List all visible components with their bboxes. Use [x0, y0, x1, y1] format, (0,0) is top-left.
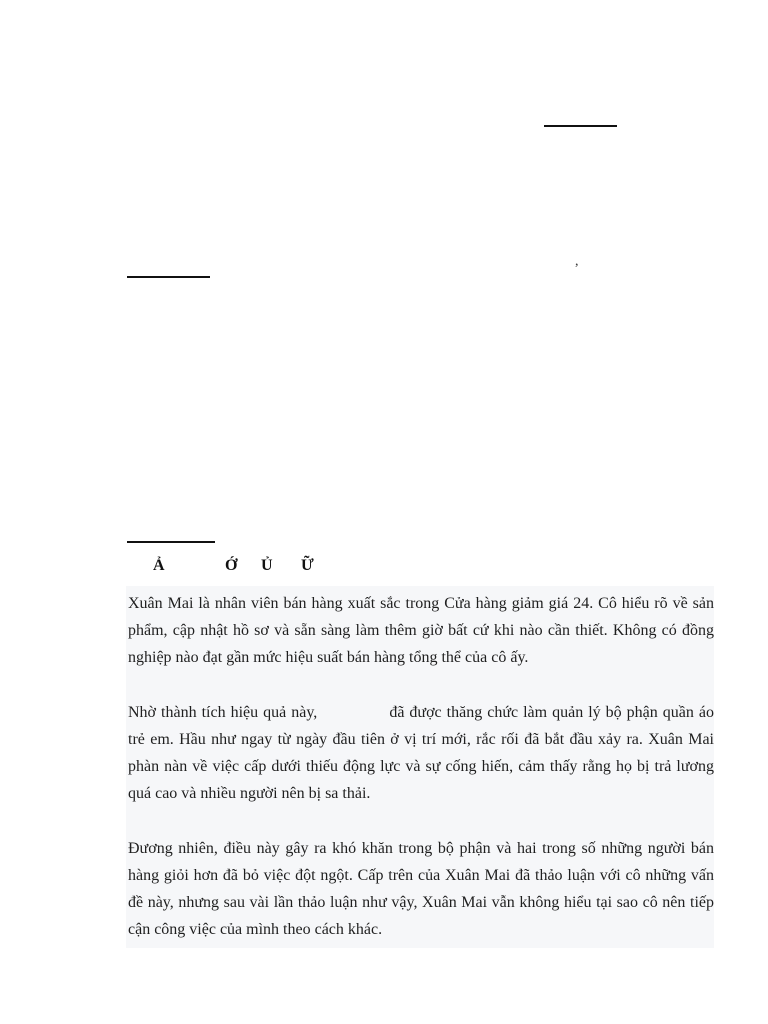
heading-letter: Ớ: [225, 557, 238, 574]
paragraph-2-start: Nhờ thành tích hiệu quả này,: [128, 703, 318, 721]
heading-letter: Ả: [153, 557, 165, 574]
stray-comma: ,: [575, 254, 579, 269]
case-study-text-block: [126, 586, 714, 948]
underline-rule-top: [544, 125, 617, 127]
paragraph-3: Đương nhiên, điều này gây ra khó khăn trong bộ phận và hai trong số những người bán hàng giỏi hơn đã bỏ việc đột ngột. Cấp trên của Xuân Mai đã thảo luận với cô những vấn đề này, nhưng sau vài lần thảo luận như vậy, Xuân Mai vẫn không hiểu tại sao cô nên tiếp cận công việc của mình theo cách khác.: [128, 839, 714, 939]
paragraph-2: [126, 699, 714, 808]
paragraph-2-rest: đã được thăng chức làm quản lý bộ phận quần áo trẻ em. Hầu như ngay từ ngày đầu tiên ở vị trí mới, rắc rối đã bắt đầu xảy ra. Xuân Mai phàn nàn về việc cấp dưới thiếu động lực và sự cống hiến, cảm thấy rằng họ bị trả lương quá cao và nhiều người nên bị sa thải.: [128, 703, 714, 803]
heading-letter: Ữ: [301, 557, 314, 574]
heading-letter: Ủ: [261, 557, 273, 574]
underline-rule-middle: [127, 276, 210, 278]
paragraph-1: Xuân Mai là nhân viên bán hàng xuất sắc trong Cửa hàng giảm giá 24. Cô hiểu rõ về sản phẩm, cập nhật hồ sơ và sẵn sàng làm thêm giờ bất cứ khi nào cần thiết. Không có đồng nghiệp nào đạt gần mức hiệu suất bán hàng tổng thể của cô ấy.: [128, 595, 714, 667]
section-heading-rule: [127, 541, 215, 543]
